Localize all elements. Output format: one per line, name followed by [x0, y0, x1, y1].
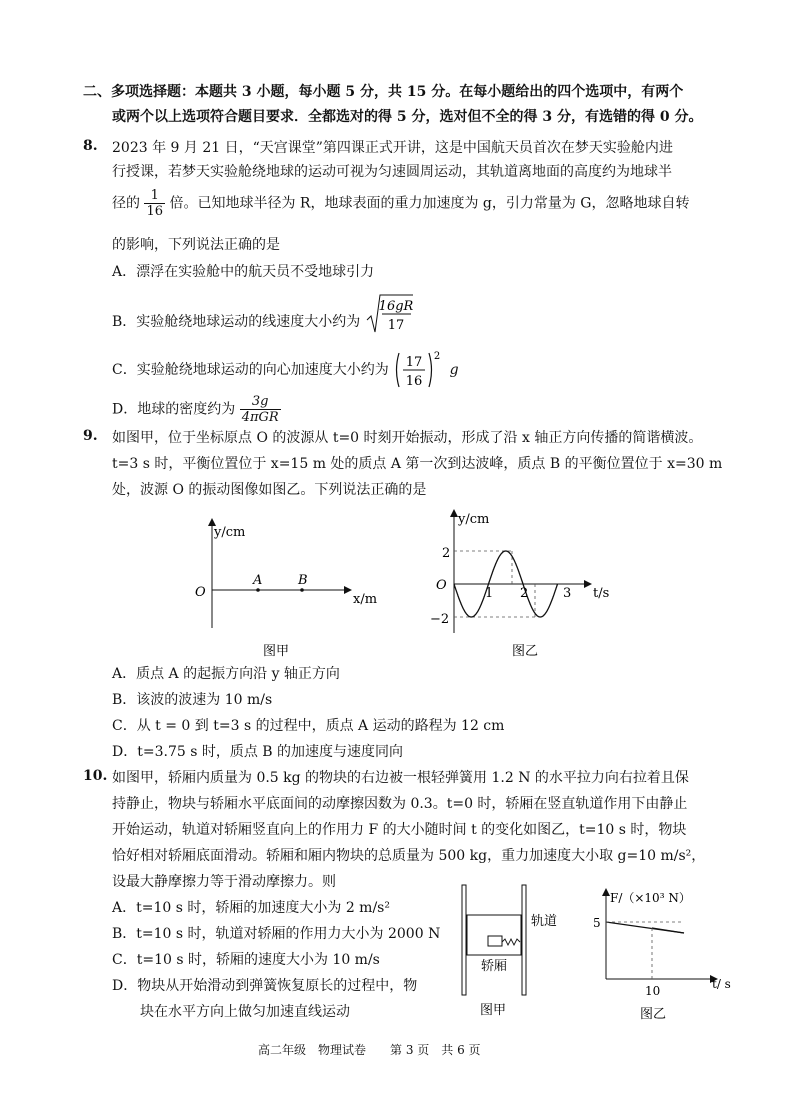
- q10-line3: 开始运动，轨道对轿厢竖直向上的作用力 F 的大小随时间 t 的变化如图乙，t=10 s 时，物块: [112, 822, 687, 838]
- fig10-xlabel: t/ s: [712, 977, 731, 991]
- car-box: [467, 915, 521, 955]
- point-b: [300, 588, 304, 592]
- q9-line3: 处，波源 O 的振动图像如图乙。下列说法正确的是: [112, 482, 427, 498]
- q8-line3: 径的 $\frac{1}{16}$ 倍。已知地球半径为 R，地球表面的重力加速度为 g，引力常量为 G，忽略地球自转: [112, 188, 690, 219]
- q10-option-d: D．物块从开始滑动到弹簧恢复原长的过程中，物: [112, 978, 418, 994]
- fig-jia-xlabel: x/m: [353, 592, 378, 607]
- fig10-track-label: 轨道: [531, 914, 558, 929]
- q8-option-d: D．地球的密度约为 $\frac{3g}{\text{4πGR}}$: [112, 394, 279, 425]
- q8-sqrt: [365, 292, 415, 340]
- q10-option-c: C．t=10 s 时，轿厢的速度大小为 10 m/s: [112, 952, 380, 968]
- q8-density-frac: $\frac{3g}{\text{4πGR}}$: [241, 394, 279, 425]
- fig-jia-b-label: B: [298, 573, 308, 588]
- track-right: [522, 885, 526, 995]
- q10-option-d-cont: 块在水平方向上做匀加速直线运动: [140, 1004, 350, 1020]
- q10-number: 10.: [83, 768, 108, 784]
- q10-figure-yi: [588, 884, 748, 1024]
- q10-figure-jia: [455, 880, 575, 1020]
- fig-yi-t3: 3: [563, 586, 572, 601]
- q10-option-b: B．t=10 s 时，轨道对轿厢的作用力大小为 2000 N: [112, 926, 441, 942]
- q9-number: 9.: [83, 428, 98, 444]
- fig-jia-ylabel: y/cm: [214, 525, 246, 540]
- svg-text:16: 16: [405, 374, 423, 389]
- q8-fraction: $\frac{1}{16}$: [146, 188, 163, 219]
- fig10-ylabel: F/（×10³ N）: [610, 891, 691, 905]
- fig-jia-a-label: A: [253, 573, 263, 588]
- q8-line4: 的影响，下列说法正确的是: [112, 237, 280, 253]
- q8-number: 8.: [83, 138, 98, 154]
- section-heading-2: 或两个以上选项符合题目要求．全都选对的得 5 分，选对但不全的得 3 分，有选错的得 0 分。: [112, 109, 703, 125]
- fig-yi-xlabel: t/s: [593, 586, 610, 601]
- fig-jia-caption: 图甲: [263, 644, 290, 659]
- q10-line1: 如图甲，轿厢内质量为 0.5 kg 的物块的右边被一根轻弹簧用 1.2 N 的水平拉力向右拉着且保: [112, 770, 689, 786]
- page-footer: 高二年级 物理试卷 第 3 页 共 6 页: [258, 1043, 481, 1057]
- fig-yi-origin: O: [436, 578, 447, 593]
- q8-option-a: A．漂浮在实验舱中的航天员不受地球引力: [112, 264, 375, 280]
- q9-line2: t=3 s 时，平衡位置位于 x=15 m 处的质点 A 第一次到达波峰，质点 B 的平衡位置位于 x=30 m: [112, 456, 723, 472]
- fig-jia-origin: O: [195, 585, 206, 600]
- q9-option-a: A．质点 A 的起振方向沿 y 轴正方向: [112, 666, 340, 682]
- fig-yi-t2: 2: [520, 586, 529, 601]
- fig-yi-yneg: −2: [430, 612, 450, 627]
- fig10-y5: 5: [593, 916, 601, 930]
- q8-option-c: C．实验舱绕地球运动的向心加速度大小约为 17 16 2 g: [112, 351, 459, 389]
- q10-line2: 持静止，物块与轿厢水平底面间的动摩擦因数为 0.3。t=0 时，轿厢在竖直轨道作用下由静止: [112, 796, 688, 812]
- q9-option-b: B．该波的波速为 10 m/s: [112, 692, 273, 708]
- fig-yi-ypos: 2: [442, 546, 451, 561]
- section-heading: 二、多项选择题：本题共 3 小题，每小题 5 分，共 15 分。在每小题给出的四个选项中，有两个: [83, 84, 684, 100]
- q10-line5: 设最大静摩擦力等于滑动摩擦力。则: [112, 874, 336, 890]
- q9-line1: 如图甲，位于坐标原点 O 的波源从 t=0 时刻开始振动，形成了沿 x 轴正方向传播的简谐横波。: [112, 430, 703, 446]
- q10-line4: 恰好相对轿厢底面滑动。轿厢和厢内物块的总质量为 500 kg，重力加速度大小取 g=10 m/s²，: [112, 848, 706, 864]
- svg-text:2: 2: [433, 351, 441, 362]
- q9-option-c: C．从 t = 0 到 t=3 s 的过程中，质点 A 运动的路程为 12 cm: [112, 718, 505, 734]
- svg-text:17: 17: [387, 318, 405, 333]
- svg-text:16gR: 16gR: [378, 299, 414, 314]
- q8-option-b: B．实验舱绕地球运动的线速度大小约为 16gR 17: [112, 298, 415, 346]
- track-left: [462, 885, 466, 995]
- fig-yi-ylabel: y/cm: [458, 512, 490, 527]
- q8-line2: 行授课，若梦天实验舱绕地球的运动可视为匀速圆周运动，其轨道离地面的高度约为地球半: [112, 164, 672, 180]
- svg-text:17: 17: [405, 355, 423, 370]
- block: [488, 936, 502, 946]
- spring: [502, 939, 520, 945]
- point-a: [256, 588, 260, 592]
- fig10-car-label: 轿厢: [481, 959, 508, 974]
- q10-option-a: A．t=10 s 时，轿厢的加速度大小为 2 m/s²: [112, 900, 390, 916]
- q9-figure-yi: [410, 505, 620, 665]
- q9-option-d: D．t=3.75 s 时，质点 B 的加速度与速度同向: [112, 744, 404, 760]
- fig10-jia-caption: 图甲: [480, 1003, 507, 1018]
- fig-yi-caption: 图乙: [512, 644, 539, 659]
- fig10-yi-caption: 图乙: [640, 1007, 667, 1022]
- q9-figure-jia: [190, 510, 390, 660]
- fig-yi-t1: 1: [485, 586, 494, 601]
- fig10-t10: 10: [645, 984, 661, 998]
- q8-line1: 2023 年 9 月 21 日，“天宫课堂”第四课正式开讲，这是中国航天员首次在梦天实验舱内进: [112, 140, 673, 156]
